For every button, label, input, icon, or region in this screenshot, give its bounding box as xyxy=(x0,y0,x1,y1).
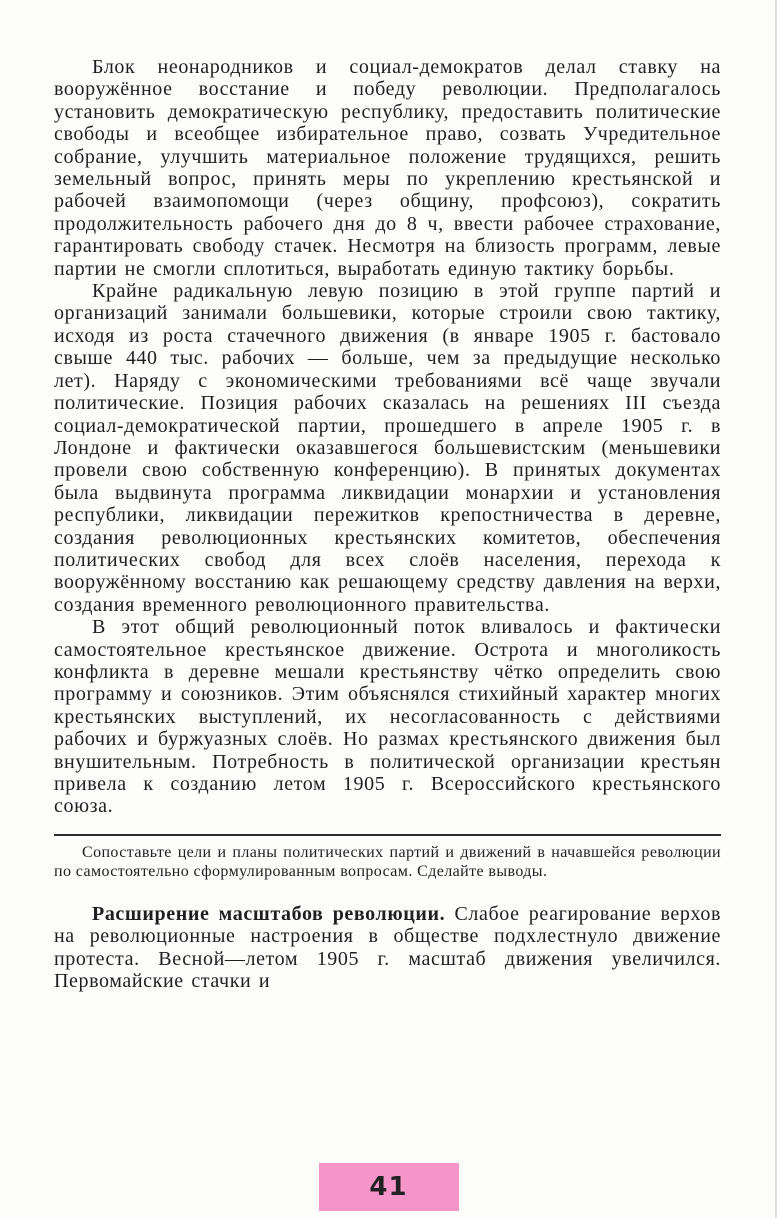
task-note: Сопоставьте цели и планы политических партий и движений в начавшейся революции по самостоятельно сформулированным вопросам. Сделайте выводы. xyxy=(54,843,721,880)
section-text: Слабое реагирование верхов на революционные настроения в обществе подхлестнуло движение протеста. Весной—летом 1905 г. масштаб движения увеличился. Первомайские стачки и xyxy=(54,902,721,993)
page-number: 41 xyxy=(369,1172,408,1202)
page-content xyxy=(54,56,721,992)
page-number-band xyxy=(319,1163,459,1211)
divider-line xyxy=(54,834,721,836)
body-paragraph-2: Крайне радикальную левую позицию в этой группе партий и организаций занимали большевики, которые строили свою тактику, исходя из роста стачечного движения (в январе 1905 г. бастовало свыше 440 тыс. рабочих — больше, чем за предыдущие несколько лет). Наряду с экономическими требованиями всё чаще звучали политические. Позиция рабочих сказалась на решениях III съезда социал-демократической партии, прошедшего в апреле 1905 г. в Лондоне и фактически оказавшегося большевистским (меньшевики провели свою собственную конференцию). В принятых документах была выдвинута программа ликвидации монархии и установления республики, ликвидации пережитков крепостничества в деревне, создания революционных крестьянских комитетов, обеспечения политических свобод для всех слоёв населения, перехода к вооружённому восстанию как решающему средству давления на верхи, создания временного революционного правительства. xyxy=(54,280,721,616)
section-heading: Расширение масштабов революции. xyxy=(92,902,446,925)
body-paragraph-3: В этот общий революционный поток вливалось и фактически самостоятельное крестьянское движение. Острота и многоликость конфликта в деревне мешали крестьянству чётко определить свою программу и союзников. Этим объяснялся стихийный характер многих крестьянских выступлений, их несогласованность с действиями рабочих и буржуазных слоёв. Но размах крестьянского движения был внушительным. Потребность в политической организации крестьян привела к созданию летом 1905 г. Всероссийского крестьянского союза. xyxy=(54,616,721,818)
section-paragraph xyxy=(54,903,721,993)
body-paragraph-1: Блок неонародников и социал-демократов делал ставку на вооружённое восстание и победу революции. Предполагалось установить демократическую республику, предоставить политические свободы и всеобщее избирательное право, созвать Учредительное собрание, улучшить материальное положение трудящихся, решить земельный вопрос, принять меры по укреплению крестьянской и рабочей взаимопомощи (через общину, профсоюз), сократить продолжительность рабочего дня до 8 ч, ввести рабочее страхование, гарантировать свободу стачек. Несмотря на близость программ, левые партии не смогли сплотиться, выработать единую тактику борьбы. xyxy=(54,56,721,280)
task-note-block xyxy=(54,834,721,881)
